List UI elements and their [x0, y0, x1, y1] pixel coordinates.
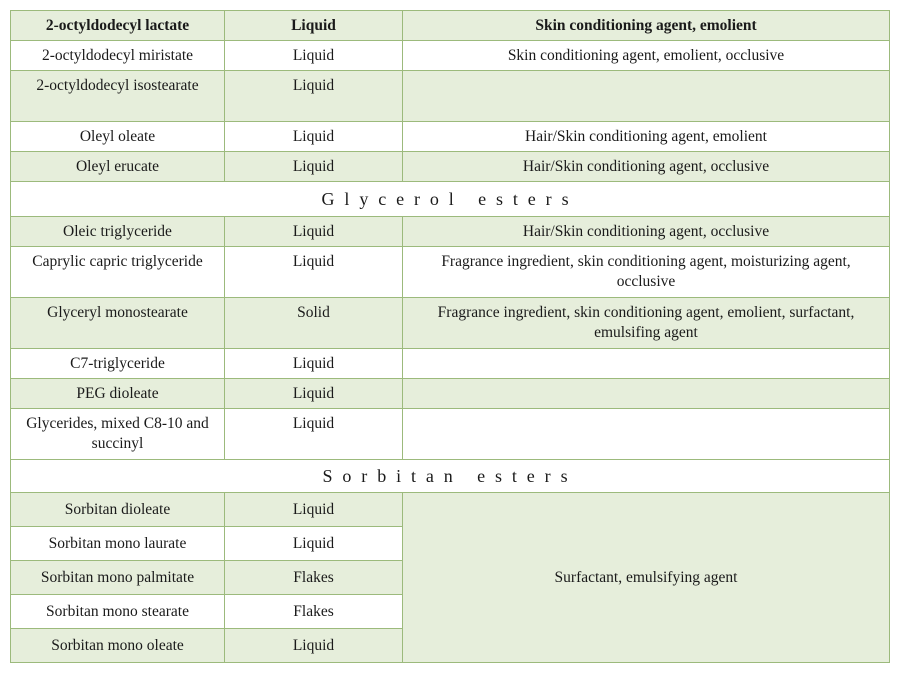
- physical-form-cell: Flakes: [225, 561, 403, 595]
- physical-form-cell: Liquid: [225, 71, 403, 122]
- table-row: [11, 409, 890, 460]
- physical-form-cell: Solid: [225, 298, 403, 349]
- ingredients-table: [10, 10, 890, 663]
- ingredient-name-cell: Sorbitan mono laurate: [11, 527, 225, 561]
- physical-form-cell: Liquid: [225, 629, 403, 663]
- function-cell: Fragrance ingredient, skin conditioning agent, moisturizing agent, occlusive: [403, 247, 890, 298]
- function-cell: Skin conditioning agent, emolient, occlusive: [403, 41, 890, 71]
- function-cell: [403, 409, 890, 460]
- table-row: [11, 217, 890, 247]
- table-row: [11, 11, 890, 41]
- table-row: [11, 122, 890, 152]
- ingredient-name-cell: C7-triglyceride: [11, 349, 225, 379]
- physical-form-cell: Liquid: [225, 11, 403, 41]
- physical-form-cell: Liquid: [225, 152, 403, 182]
- ingredient-name-cell: Oleic triglyceride: [11, 217, 225, 247]
- function-cell: Fragrance ingredient, skin conditioning agent, emolient, surfactant, emulsifing agent: [403, 298, 890, 349]
- section-title-sorbitan: Sorbitan esters: [11, 460, 890, 493]
- physical-form-cell: Liquid: [225, 247, 403, 298]
- ingredient-name-cell: Oleyl oleate: [11, 122, 225, 152]
- ingredient-name-cell: Sorbitan mono stearate: [11, 595, 225, 629]
- ingredient-name-cell: Sorbitan mono palmitate: [11, 561, 225, 595]
- function-cell: Skin conditioning agent, emolient: [403, 11, 890, 41]
- function-cell: [403, 349, 890, 379]
- table-row: [11, 349, 890, 379]
- section-header-row: [11, 460, 890, 493]
- table-row: [11, 379, 890, 409]
- ingredient-name-cell: 2-octyldodecyl miristate: [11, 41, 225, 71]
- function-cell: Hair/Skin conditioning agent, occlusive: [403, 152, 890, 182]
- ingredient-name-cell: PEG dioleate: [11, 379, 225, 409]
- ingredient-name-cell: Oleyl erucate: [11, 152, 225, 182]
- function-cell: Hair/Skin conditioning agent, emolient: [403, 122, 890, 152]
- ingredient-name-cell: Sorbitan mono oleate: [11, 629, 225, 663]
- section-header-row: [11, 182, 890, 217]
- table-row: [11, 41, 890, 71]
- ingredient-name-cell: Caprylic capric triglyceride: [11, 247, 225, 298]
- ingredient-name-cell: 2-octyldodecyl isostearate: [11, 71, 225, 122]
- sorbitan-function-cell: Surfactant, emulsifying agent: [403, 493, 890, 663]
- physical-form-cell: Liquid: [225, 122, 403, 152]
- physical-form-cell: Liquid: [225, 379, 403, 409]
- physical-form-cell: Liquid: [225, 217, 403, 247]
- ingredient-name-cell: 2-octyldodecyl lactate: [11, 11, 225, 41]
- ingredient-name-cell: Glycerides, mixed C8-10 and succinyl: [11, 409, 225, 460]
- physical-form-cell: Liquid: [225, 349, 403, 379]
- physical-form-cell: Liquid: [225, 41, 403, 71]
- table-row: [11, 298, 890, 349]
- table-row: [11, 493, 890, 527]
- table-row: [11, 71, 890, 122]
- function-cell: [403, 71, 890, 122]
- section-title-glycerol: Glycerol esters: [11, 182, 890, 217]
- table-row: [11, 247, 890, 298]
- physical-form-cell: Flakes: [225, 595, 403, 629]
- function-cell: [403, 379, 890, 409]
- ingredient-name-cell: Glyceryl monostearate: [11, 298, 225, 349]
- function-cell: Hair/Skin conditioning agent, occlusive: [403, 217, 890, 247]
- physical-form-cell: Liquid: [225, 527, 403, 561]
- physical-form-cell: Liquid: [225, 493, 403, 527]
- table-row: [11, 152, 890, 182]
- ingredient-name-cell: Sorbitan dioleate: [11, 493, 225, 527]
- physical-form-cell: Liquid: [225, 409, 403, 460]
